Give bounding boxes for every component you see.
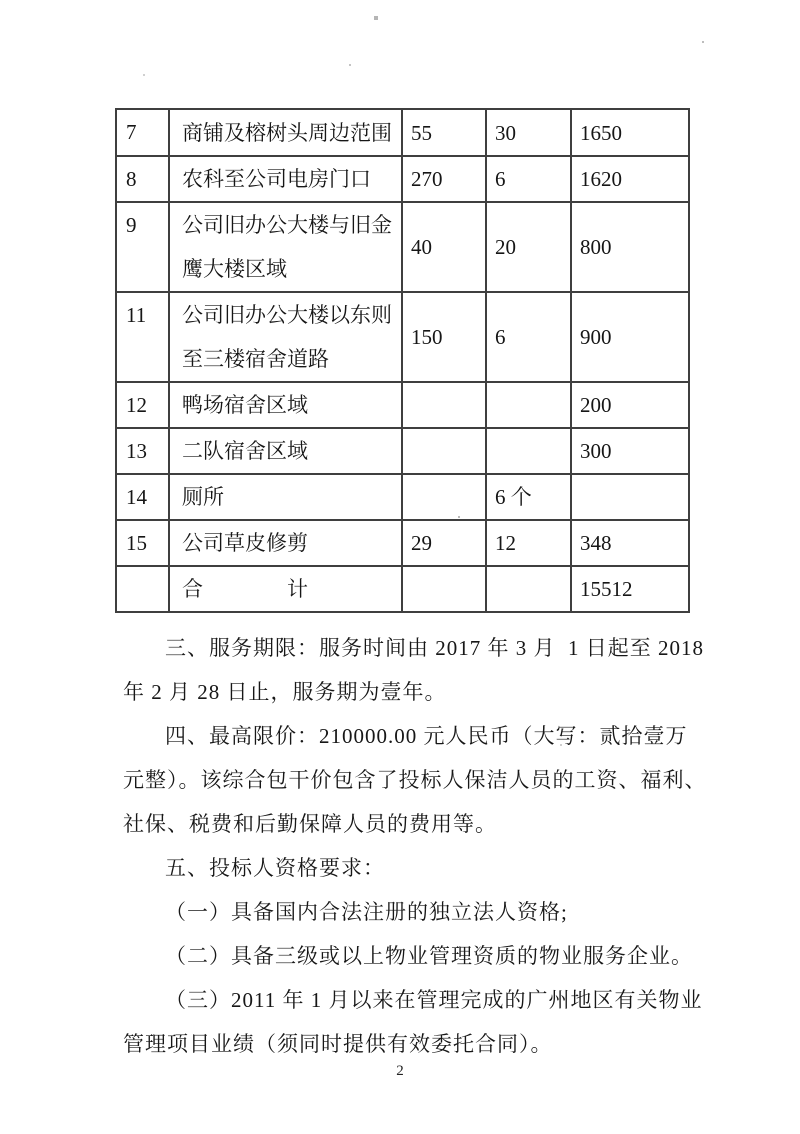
row-qty xyxy=(402,382,486,428)
row-no: 7 xyxy=(116,109,169,156)
table-row xyxy=(116,428,689,474)
total-label: 合 计 xyxy=(169,566,402,612)
row-total: 200 xyxy=(571,382,689,428)
row-no: 8 xyxy=(116,156,169,202)
row-unit: 6 xyxy=(486,156,571,202)
row-unit: 6 xyxy=(486,292,571,382)
row-total: 800 xyxy=(571,202,689,292)
table-row xyxy=(116,292,689,382)
paragraph-line-service-period-2: 年 2 月 28 日止，服务期为壹年。 xyxy=(123,680,447,704)
row-total: 1650 xyxy=(571,109,689,156)
row-desc: 厕所 xyxy=(169,474,402,520)
paragraph-line-qualification-3a: （三）2011 年 1 月以来在管理完成的广州地区有关物业 xyxy=(165,988,703,1012)
row-unit: 20 xyxy=(486,202,571,292)
row-qty: 270 xyxy=(402,156,486,202)
row-total: 1620 xyxy=(571,156,689,202)
row-desc: 公司旧办公大楼与旧金鹰大楼区域 xyxy=(169,202,402,292)
page-number: 2 xyxy=(396,1063,404,1079)
row-desc: 二队宿舍区域 xyxy=(169,428,402,474)
table-row xyxy=(116,520,689,566)
row-no: 11 xyxy=(116,292,169,382)
row-no xyxy=(116,566,169,612)
row-qty: 29 xyxy=(402,520,486,566)
cleaning-areas-table xyxy=(115,108,690,613)
body-text xyxy=(123,626,743,1066)
row-total: 300 xyxy=(571,428,689,474)
row-unit: 6 个 xyxy=(486,474,571,520)
row-desc: 公司旧办公大楼以东则至三楼宿舍道路 xyxy=(169,292,402,382)
row-desc: 农科至公司电房门口 xyxy=(169,156,402,202)
row-total xyxy=(571,474,689,520)
paragraph-line-qualification-2: （二）具备三级或以上物业管理资质的物业服务企业。 xyxy=(165,944,693,968)
row-unit xyxy=(486,428,571,474)
row-qty xyxy=(402,566,486,612)
paragraph-line-qualification-1: （一）具备国内合法注册的独立法人资格; xyxy=(165,900,568,924)
scan-artifacts xyxy=(0,0,2,2)
row-unit: 30 xyxy=(486,109,571,156)
row-no: 12 xyxy=(116,382,169,428)
paragraph-line-max-price-2: 元整）。该综合包干价包含了投标人保洁人员的工资、福利、 xyxy=(123,768,707,792)
total-value: 15512 xyxy=(571,566,689,612)
paragraph-line-service-period-1: 三、服务期限：服务时间由 2017 年 3 月 1 日起至 2018 xyxy=(165,636,704,660)
table-row xyxy=(116,202,689,292)
row-unit xyxy=(486,382,571,428)
row-no: 14 xyxy=(116,474,169,520)
row-qty xyxy=(402,428,486,474)
paragraph-line-max-price-1: 四、最高限价：210000.00 元人民币（大写：贰拾壹万 xyxy=(165,724,688,748)
row-desc: 鸭场宿舍区域 xyxy=(169,382,402,428)
row-qty: 40 xyxy=(402,202,486,292)
row-no: 13 xyxy=(116,428,169,474)
row-total: 900 xyxy=(571,292,689,382)
table-total-row xyxy=(116,566,689,612)
paragraph-line-max-price-3: 社保、税费和后勤保障人员的费用等。 xyxy=(123,812,497,836)
row-unit xyxy=(486,566,571,612)
row-total: 348 xyxy=(571,520,689,566)
paragraph-line-qualification-heading: 五、投标人资格要求： xyxy=(165,856,385,880)
table-row xyxy=(116,109,689,156)
row-no: 9 xyxy=(116,202,169,292)
row-qty: 150 xyxy=(402,292,486,382)
table-row xyxy=(116,382,689,428)
row-qty: 55 xyxy=(402,109,486,156)
row-no: 15 xyxy=(116,520,169,566)
table-row xyxy=(116,156,689,202)
table-row xyxy=(116,474,689,520)
row-desc: 公司草皮修剪 xyxy=(169,520,402,566)
row-qty xyxy=(402,474,486,520)
paragraph-line-qualification-3b: 管理项目业绩（须同时提供有效委托合同）。 xyxy=(123,1032,553,1056)
row-desc: 商铺及榕树头周边范围 xyxy=(169,109,402,156)
row-unit: 12 xyxy=(486,520,571,566)
